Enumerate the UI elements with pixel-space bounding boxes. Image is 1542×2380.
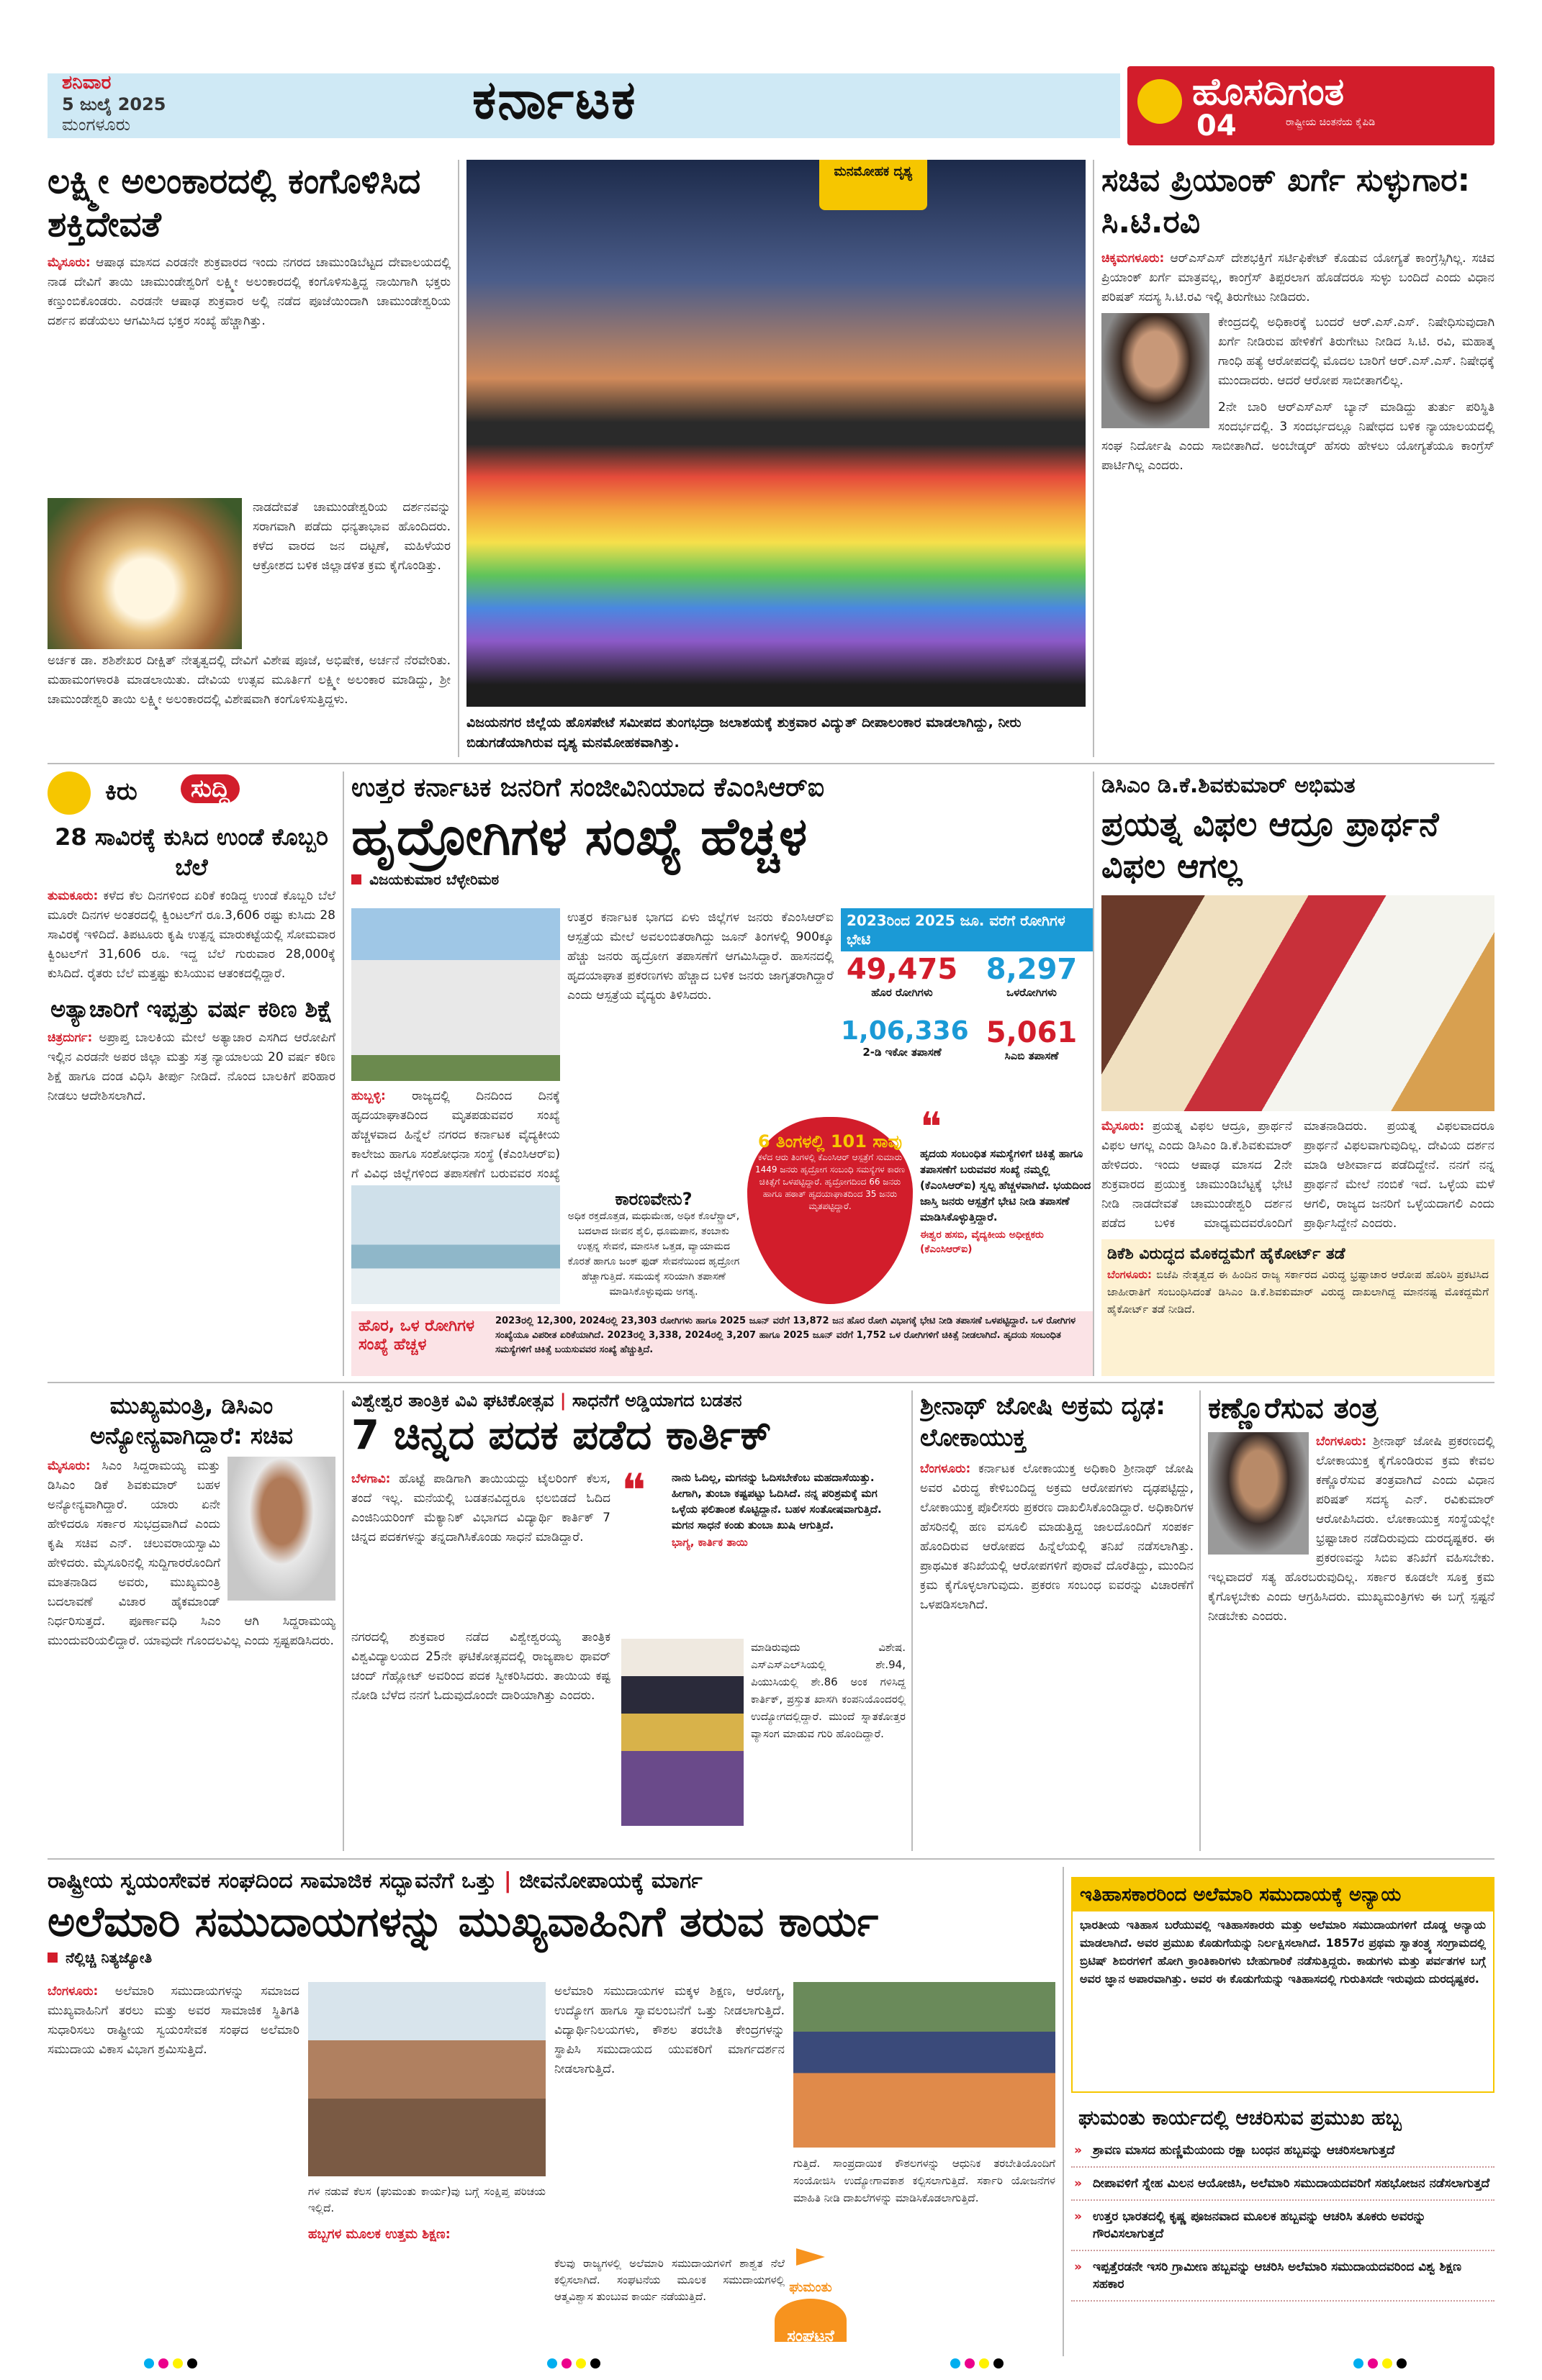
registration-dots-left: [144, 2358, 197, 2368]
paper-tagline: ರಾಷ್ಟ್ರೀಯ ಚಿಂತನೆಯ ಕೈಪಿಡಿ: [1286, 117, 1376, 128]
heart-story: [351, 772, 1093, 1376]
alemari-byline-text: ನೆಲ್ಲಿಚ್ಚಿ ನಿತ್ಯಜ್ಯೋತಿ: [66, 1949, 153, 1966]
divider: [343, 1390, 344, 1851]
date-block: [62, 72, 263, 135]
reasons-body: ಅಧಿಕ ರಕ್ತದೊತ್ತಡ, ಮಧುಮೇಹ, ಅಧಿಕ ಕೊಲೆಸ್ಟ್ರಾಲ್, ಬದಲಾದ ಜೀವನ ಶೈಲಿ, ಧೂಮಪಾನ, ತಂಬಾಕು ಉತ್ಪನ್ನ ಸೇವನೆ, ಮಾನಸಿಕ ಒತ್ತಡ, ವ್ಯಾಯಾಮದ ಕೊರತೆ ಹಾಗೂ ಜಂಕ್ ಫುಡ್ ಸೇವನೆಯಿಂದ ಹೃದ್ರೋಗ ಹೆಚ್ಚಾಗುತ್ತಿದೆ. ಸಮಯಕ್ಕೆ ಸರಿಯಾಗಿ ತಪಾಸಣೆ ಮಾಡಿಸಿಕೊಳ್ಳುವುದು ಅಗತ್ಯ.: [567, 1211, 740, 1298]
hospital-photo: [351, 908, 560, 1081]
story-kharge: [1101, 160, 1494, 757]
karthik-body-1-text: ಹೊಟ್ಟೆ ಪಾಡಿಗಾಗಿ ತಾಯಿಯದ್ದು ಟೈಲರಿಂಗ್ ಕೆಲಸ, ತಂದೆ ಇಲ್ಲ. ಮನೆಯಲ್ಲಿ ಬಡತನವಿದ್ದರೂ ಛಲಬಿಡದೆ ಓದಿದ ಎಂಜಿನಿಯರಿಂಗ್ ಮೆಕ್ಯಾನಿಕ್ ವಿಭಾಗದ ವಿದ್ಯಾರ್ಥಿ ಕಾರ್ತಿಕ್ 7 ಚಿನ್ನದ ಪದಕಗಳನ್ನು ತನ್ನದಾಗಿಸಿಕೊಂಡು ಸಾಧನೆ ಮಾಡಿದ್ದಾರೆ.: [351, 1472, 611, 1544]
lokayukta-headline: ಶ್ರೀನಾಥ್ ಜೋಷಿ ಅಕ್ರಮ ದೃಢ: ಲೋಕಾಯುಕ್ತ: [920, 1392, 1165, 1452]
ghumantu-item: » ಉತ್ತರ ಭಾರತದಲ್ಲಿ ಕೃಷ್ಣ ಪೂಜನವಾದ ಮೂಲಕ ಹಬ್ಬವನ್ನು ಆಚರಿಸಿ ತೂಕರು ಅವರನ್ನು ಗೌರವಿಸಲಾಗುತ್ತದೆ: [1071, 2201, 1494, 2251]
stat3-value: 1,06,336: [841, 1016, 969, 1046]
dks-box-body-text: ಬಿಜೆಪಿ ನೇತೃತ್ವದ ಈ ಹಿಂದಿನ ರಾಜ್ಯ ಸರ್ಕಾರದ ವಿರುದ್ಧ ಭ್ರಷ್ಟಾಚಾರ ಆರೋಪ ಹೊರಿಸಿ ಪ್ರಕಟಿಸಿದ ಜಾಹೀರಾತಿಗೆ ಸಂಬಂಧಿಸಿದಂತೆ ಡಿಸಿಎಂ ಡಿ.ಕೆ.ಶಿವಕುಮಾರ್ ವಿರುದ್ಧ ದಾಖಲಾಗಿದ್ದ ಮಾನನಷ್ಟ ಮೊಕದ್ದಮೆಗೆ ಹೈಕೋರ್ಟ್ ತಡೆ ನೀಡಿದೆ.: [1107, 1268, 1489, 1316]
center-photo: [466, 160, 1086, 757]
alemari-kicker: [48, 1867, 1055, 1896]
heart-kicker: ಉತ್ತರ ಕರ್ನಾಟಕ ಜನರಿಗೆ ಸಂಜೀವಿನಿಯಾದ ಕೆಎಂಸಿಆರ್‌ಐ: [351, 773, 825, 802]
kiru-hand-icon: [48, 772, 91, 815]
byline-icon: [48, 1953, 58, 1963]
edition-label: ಮಂಗಳೂರು: [62, 114, 131, 135]
itihasa-title: ಇತಿಹಾಸಕಾರರಿಂದ ಅಲೆಮಾರಿ ಸಮುದಾಯಕ್ಕೆ ಅನ್ಯಾಯ: [1073, 1878, 1493, 1911]
divider: [1199, 1390, 1201, 1851]
lokayukta-dateline: ಬೆಂಗಳೂರು:: [920, 1462, 971, 1476]
kiru-suddi: [48, 772, 335, 1376]
heart-quote-author: ಈಶ್ವರ ಹಸಬಿ, ವೈದ್ಯಕೀಯ ಅಧೀಕ್ಷಕರು (ಕೆಎಂಸಿಆರ್‌ಐ): [920, 1229, 1044, 1255]
cm-body-text: ಸಿಎಂ ಸಿದ್ದರಾಮಯ್ಯ ಮತ್ತು ಡಿಸಿಎಂ ಡಿಕೆ ಶಿವಕುಮಾರ್ ಬಹಳ ಅನ್ಯೋನ್ಯವಾಗಿದ್ದಾರೆ. ಯಾರು ಏನೇ ಹೇಳಿದರೂ ಸರ್ಕಾರ ಸುಭದ್ರವಾಗಿದೆ ಎಂದು ಕೃಷಿ ಸಚಿವ ಎನ್. ಚಲುವರಾಯಸ್ವಾಮಿ ಹೇಳಿದರು. ಮೈಸೂರಿನಲ್ಲಿ ಸುದ್ದಿಗಾರರೊಂದಿಗೆ ಮಾತನಾಡಿದ ಅವರು, ಮುಖ್ಯಮಂತ್ರಿ ಬದಲಾವಣೆ ವಿಚಾರ ಹೈಕಮಾಂಡ್ ನಿರ್ಧರಿಸುತ್ತದೆ. ಪೂರ್ಣಾವಧಿ ಸಿಎಂ ಆಗಿ ಸಿದ್ದರಾಮಯ್ಯ ಮುಂದುವರಿಯಲಿದ್ದಾರೆ. ಯಾವುದೇ ಗೊಂದಲವಿಲ್ಲ ಎಂದು ಸ್ಪಷ್ಟಪಡಿಸಿದರು.: [48, 1459, 335, 1648]
lakshmi-body-3: ಅರ್ಚಕ ಡಾ. ಶಶಿಶೇಖರ ದೀಕ್ಷಿತ್ ನೇತೃತ್ವದಲ್ಲಿ ದೇವಿಗೆ ವಿಶೇಷ ಪೂಜೆ, ಅಭಿಷೇಕ, ಅರ್ಚನೆ ನೆರವೇರಿತು. ಮಹಾಮಂಗಳಾರತಿ ಮಾಡಲಾಯಿತು. ದೇವಿಯ ಉತ್ಸವ ಮೂರ್ತಿಗೆ ಲಕ್ಷ್ಮೀ ಅಲಂಕಾರ ಮಾಡಿದ್ದು, ಶ್ರೀ ಚಾಮುಂಡೇಶ್ವರಿ ತಾಯಿ ಲಕ್ಷ್ಮೀ ಅಲಂಕಾರದಲ್ಲಿ ವಿಶೇಷವಾಗಿ ಕಂಗೊಳಿಸುತ್ತಿದ್ದಳು.: [48, 653, 451, 707]
cm-dateline: ಮೈಸೂರು:: [48, 1459, 91, 1473]
lakshmi-dateline: ಮೈಸೂರು:: [48, 255, 91, 270]
dks-dateline: ಮೈಸೂರು:: [1101, 1119, 1145, 1134]
strip-box: [351, 1311, 1093, 1376]
tantra-headline: ಕಣ್ಣೊರೆಸುವ ತಂತ್ರ: [1208, 1392, 1379, 1425]
dks-body-2-text: ಪ್ರಯತ್ನ ವಿಫಲವಾದರೂ ಪ್ರಾರ್ಥನೆ ವಿಫಲವಾಗುವುದಿಲ್ಲ. ದೇವಿಯ ದರ್ಶನ ಮಾಡಿ ಆಶೀರ್ವಾದ ಪಡೆದಿದ್ದೇನೆ. ನನಗೆ ನನ್ನ ಪ್ರಾರ್ಥನೆ ಮೇಲೆ ನಂಬಿಕೆ ಇದೆ. ಒಳ್ಳೆಯ ಮಳೆ ಆಗಲಿ, ರಾಜ್ಯದ ಜನರಿಗೆ ಒಳ್ಳೆಯದಾಗಲಿ ಎಂದು ಪ್ರಾರ್ಥಿಸಿದ್ದೇನೆ ಎಂದರು.: [1304, 1119, 1494, 1231]
heart-headline: ಹೃದ್ರೋಗಿಗಳ ಸಂಖ್ಯೆ ಹೆಚ್ಚಳ: [351, 806, 808, 867]
page-number: 04: [1196, 109, 1237, 142]
strip-title: ಹೊರ, ಒಳ ರೋಗಿಗಳ ಸಂಖ್ಯೆ ಹೆಚ್ಚಳ: [359, 1317, 474, 1354]
alemari-byline: [48, 1949, 1055, 1966]
heart-body-1-text: ರಾಜ್ಯದಲ್ಲಿ ದಿನದಿಂದ ದಿನಕ್ಕೆ ಹೃದಯಾಘಾತದಿಂದ ಮೃತಪಡುವವರ ಸಂಖ್ಯೆ ಹೆಚ್ಚಳವಾದ ಹಿನ್ನೆಲೆ ನಗರದ ಕರ್ನಾಟಕ ವೈದ್ಯಕೀಯ ಕಾಲೇಜು ಹಾಗೂ ಸಂಶೋಧನಾ ಸಂಸ್ಥೆ (ಕೆಎಂಸಿಆರ್‌ಐ) ಗೆ ವಿವಿಧ ಜಿಲ್ಲೆಗಳಿಂದ ತಪಾಸಣೆಗೆ ಬರುವವರ ಸಂಖ್ಯೆ: [351, 1089, 560, 1181]
kharge-headline: ಸಚಿವ ಪ್ರಿಯಾಂಕ್ ಖರ್ಗೆ ಸುಳ್ಳುಗಾರ: ಸಿ.ಟಿ.ರವಿ: [1101, 162, 1471, 240]
ghumantu-title: ಘುಮಂತು ಕಾರ್ಯದಲ್ಲಿ ಆಚರಿಸುವ ಪ್ರಮುಖ ಹಬ್ಬ: [1078, 2106, 1402, 2130]
heart-dateline: ಹುಬ್ಬಳ್ಳಿ:: [351, 1089, 386, 1103]
registration-dots-center-left: [547, 2358, 600, 2368]
stat2-label: ಒಳರೋಗಿಗಳು: [1006, 986, 1057, 999]
kharge-body-2: ಕೇಂದ್ರದಲ್ಲಿ ಅಧಿಕಾರಕ್ಕೆ ಬಂದರೆ ಆರ್.ಎಸ್.ಎಸ್. ನಿಷೇಧಿಸುವುದಾಗಿ ಖರ್ಗೆ ನೀಡಿರುವ ಹೇಳಿಕೆಗೆ ತಿರುಗೇಟು ನೀಡಿದ ಸಿ.ಟಿ. ರವಿ, ಮಹಾತ್ಮ ಗಾಂಧಿ ಹತ್ಯೆ ಆರೋಪದಲ್ಲಿ ಮೊದಲ ಬಾರಿಗೆ ಆರ್.ಎಸ್.ಎಸ್. ನಿಷೇಧಕ್ಕೆ ಮುಂದಾದರು. ಆದರೆ ಆರೋಪ ಸಾಬೀತಾಗಲಿಲ್ಲ.: [1218, 315, 1494, 388]
karthik-quote-author: ಭಾಗ್ಯ, ಕಾರ್ತಿಕ ತಾಯಿ: [672, 1536, 748, 1549]
heart-byline: [351, 871, 1093, 888]
karthik-kicker: [351, 1390, 906, 1411]
story-lokayukta: [920, 1390, 1194, 1851]
kharge-body-3: 2ನೇ ಬಾರಿ ಆರ್‌ಎಸ್‌ಎಸ್ ಬ್ಯಾನ್ ಮಾಡಿದ್ದು ತುರ್ತು ಪರಿಸ್ಥಿತಿ ಸಂದರ್ಭದಲ್ಲಿ. 3 ಸಂದರ್ಭದಲ್ಲೂ ನಿಷೇಧದ ಬಳಿಕ ನ್ಯಾಯಾಲಯದಲ್ಲಿ ಸಂಘ ನಿರ್ದೋಷಿ ಎಂದು ಸಾಬೀತಾಗಿದೆ. ಅಂಬೇಡ್ಕರ್ ಹೆಸರು ಹೇಳಲು ಯೋಗ್ಯತೆಯೂ ಕಾಂಗ್ರೆಸ್ ಪಾರ್ಟಿಗಿಲ್ಲ ಎಂದರು.: [1101, 400, 1494, 473]
alemari-photo-1: [308, 1982, 546, 2176]
divider: [1093, 772, 1094, 1376]
story-cm: [48, 1390, 335, 1851]
itihasa-body: ಭಾರತೀಯ ಇತಿಹಾಸ ಬರೆಯುವಲ್ಲಿ ಇತಿಹಾಸಕಾರರು ಮತ್ತು ಅಲೆಮಾರಿ ಸಮುದಾಯಗಳಿಗೆ ದೊಡ್ಡ ಅನ್ಯಾಯ ಮಾಡಲಾಗಿದೆ. ಅವರ ಪ್ರಮುಖ ಕೊಡುಗೆಯನ್ನು ನಿರ್ಲಕ್ಷಿಸಲಾಗಿದೆ. 1857ರ ಪ್ರಥಮ ಸ್ವಾತಂತ್ರ್ಯ ಸಂಗ್ರಾಮದಲ್ಲಿ ಬ್ರಿಟಿಷ್ ಶಿಬಿರಗಳಿಗೆ ಹೋಗಿ ಕ್ರಾಂತಿಕಾರಿಗಳು ಬೇಹುಗಾರಿಕೆ ನಡೆಸುತ್ತಿದ್ದರು. ಕಾಡುಗಳು ಮತ್ತು ಪರ್ವತಗಳ ಬಗ್ಗೆ ಅವರ ಜ್ಞಾನ ಅಪಾರವಾಗಿತ್ತು. ಅವರ ಈ ಕೊಡುಗೆಯನ್ನು ಇತಿಹಾಸದಲ್ಲಿ ಗುರುತಿಸದೇ ಇರುವುದು ದುರದೃಷ್ಟಕರ.: [1080, 1918, 1486, 1986]
lakshmi-body-1-text: ಆಷಾಢ ಮಾಸದ ಎರಡನೇ ಶುಕ್ರವಾರದ ಇಂದು ನಗರದ ಚಾಮುಂಡಿಬೆಟ್ಟದ ದೇವಾಲಯದಲ್ಲಿ ನಾಡ ದೇವಿಗೆ ತಾಯಿ ಚಾಮುಂಡೇಶ್ವರಿಗೆ ಲಕ್ಷ್ಮೀ ಅಲಂಕಾರದಲ್ಲಿ ಕಂಗೊಳಿಸುತ್ತಿದ್ದ ನಾಯಿಗಾಗಿ ಭಕ್ತರು ಕಣ್ತುಂಬಿಕೊಂಡರು. ಎರಡನೇ ಆಷಾಢ ಶುಕ್ರವಾರ ಅಲ್ಲಿ ನಡೆದ ಪೂಜೆಯಿಂದಾಗಿ ಚಾಮುಂಡೇಶ್ವರಿಯ ದರ್ಶನ ಪಡೆಯಲು ಆಗಮಿಸಿದ ಭಕ್ತರ ಸಂಖ್ಯೆ ಹೆಚ್ಚಾಗಿತ್ತು.: [48, 255, 451, 328]
divider: [48, 1382, 1494, 1383]
masthead: [48, 66, 1494, 160]
alemari-body-3: ಗುತ್ತಿದೆ. ಸಾಂಪ್ರದಾಯಿಕ ಕೌಶಲಗಳನ್ನು ಆಧುನಿಕ ತರಬೇತಿಯೊಂದಿಗೆ ಸಂಯೋಜಿಸಿ ಉದ್ಯೋಗಾವಕಾಶ ಕಲ್ಪಿಸಲಾಗುತ್ತಿದೆ. ಸರ್ಕಾರಿ ಯೋಜನೆಗಳ ಮಾಹಿತಿ ನೀಡಿ ದಾಖಲೆಗಳನ್ನು ಮಾಡಿಸಿಕೊಡಲಾಗುತ್ತಿದೆ.: [793, 2157, 1055, 2204]
ghumantu-item: » ಶ್ರಾವಣ ಮಾಸದ ಹುಣ್ಣಿಮೆಯಂದು ರಕ್ಷಾ ಬಂಧನ ಹಬ್ಬವನ್ನು ಆಚರಿಸಲಾಗುತ್ತದೆ: [1071, 2135, 1494, 2168]
minister-photo: [227, 1457, 335, 1601]
karthik-kicker-b: ಸಾಧನೆಗೆ ಅಡ್ಡಿಯಾಗದ ಬಡತನ: [572, 1390, 742, 1411]
kiru-label-a: ಕಿರು: [105, 777, 137, 806]
itihasa-box: [1071, 1877, 1494, 2093]
tantra-body-text: ಶ್ರೀನಾಥ್ ಜೋಷಿ ಪ್ರಕರಣದಲ್ಲಿ ಲೋಕಾಯುಕ್ತ ಕೈಗೊಂಡಿರುವ ಕ್ರಮ ಕೇವಲ ಕಣ್ಣೊರೆಸುವ ತಂತ್ರವಾಗಿದೆ ಎಂದು ವಿಧಾನ ಪರಿಷತ್ ಸದಸ್ಯ ಎನ್. ರವಿಕುಮಾರ್ ಆರೋಪಿಸಿದರು. ಲೋಕಾಯುಕ್ತ ಸಂಸ್ಥೆಯಲ್ಲೇ ಭ್ರಷ್ಟಾಚಾರ ನಡೆದಿರುವುದು ದುರದೃಷ್ಟಕರ. ಈ ಪ್ರಕರಣವನ್ನು ಸಿಬಿಐ ತನಿಖೆಗೆ ವಹಿಸಬೇಕು. ಇಲ್ಲವಾದರೆ ಸತ್ಯ ಹೊರಬರುವುದಿಲ್ಲ. ಸರ್ಕಾರ ಕೂಡಲೇ ಸೂಕ್ತ ಕ್ರಮ ಕೈಗೊಳ್ಳಬೇಕು ಎಂದು ಆಗ್ರಹಿಸಿದರು. ಮುಖ್ಯಮಂತ್ರಿಗಳು ಈ ಬಗ್ಗೆ ಸ್ಪಷ್ಟನೆ ನೀಡಬೇಕು ಎಂದರು.: [1208, 1434, 1494, 1624]
registration-dots-center-right: [950, 2358, 1004, 2368]
ward-photo: [351, 1185, 560, 1304]
dks-box-dateline: ಬೆಂಗಳೂರು:: [1107, 1268, 1153, 1281]
heart-byline-text: ವಿಜಯಕುಮಾರ ಬೆಳ್ಳೇರಿಮಠ: [369, 871, 500, 888]
ghumantu-item: » ದೀಪಾವಳಿಗೆ ಸ್ನೇಹ ಮಿಲನ ಆಯೋಜಿಸಿ, ಅಲೆಮಾರಿ ಸಮುದಾಯದವರಿಗೆ ಸಹಭೋಜನ ನಡೆಸಲಾಗುತ್ತದೆ: [1071, 2168, 1494, 2201]
divider: [48, 763, 1494, 764]
story-alemari: [48, 1867, 1055, 2356]
stat3-label: 2-ಡಿ ಇಕೋ ತಪಾಸಣೆ: [862, 1046, 942, 1059]
kiru-label-b: ಸುದ್ದಿ: [181, 774, 240, 803]
photo-tag: [819, 160, 927, 210]
kiru-item1-body: [48, 887, 335, 984]
divider: [1093, 160, 1094, 757]
registration-dots-right: [1353, 2358, 1407, 2368]
kiru-item1-headline: 28 ಸಾವಿರಕ್ಕೆ ಕುಸಿದ ಉಂಡೆ ಕೊಬ್ಬರಿ ಬೆಲೆ: [55, 823, 328, 881]
ghumantu-list: [1071, 2135, 1494, 2302]
dks-kicker: ಡಿಸಿಎಂ ಡಿ.ಕೆ.ಶಿವಕುಮಾರ್ ಅಭಿಮತ: [1101, 773, 1356, 798]
karthik-quote-box: [621, 1465, 906, 1635]
sangha-logo: [739, 2248, 883, 2356]
dks-box-headline: ಡಿಕೆಶಿ ವಿರುದ್ಧದ ಮೊಕದ್ದಮೆಗೆ ಹೈಕೋರ್ಟ್ ತಡೆ: [1107, 1245, 1345, 1263]
kiru-item2-headline: ಅತ್ಯಾಚಾರಿಗೆ ಇಪ್ಪತ್ತು ವರ್ಷ ಕಠಿಣ ಶಿಕ್ಷೆ: [50, 995, 333, 1023]
lakshmi-body-1: [48, 253, 451, 331]
heart-quote: ಹೃದಯ ಸಂಬಂಧಿತ ಸಮಸ್ಯೆಗಳಿಗೆ ಚಿಕಿತ್ಸೆ ಹಾಗೂ ತಪಾಸಣೆಗೆ ಬರುವವರ ಸಂಖ್ಯೆ ನಮ್ಮಲ್ಲಿ (ಕೆಎಂಸಿಆರ್‌ಐ) ಸ್ವಲ್ಪ ಹೆಚ್ಚಳವಾಗಿದೆ. ಭಯದಿಂದ ಜಾಸ್ತಿ ಜನರು ಆಸ್ಪತ್ರೆಗೆ ಭೇಟಿ ನೀಡಿ ತಪಾಸಣೆ ಮಾಡಿಸಿಕೊಳ್ಳುತ್ತಿದ್ದಾರೆ.: [920, 1147, 1091, 1223]
kharge-body-1: [1101, 249, 1494, 307]
reasons-title: ಕಾರಣವೇನು?: [615, 1189, 693, 1209]
alemari-photo-caption: ಗಳ ನಡುವೆ ಕೆಲಸ (ಘುಮಂತು ಕಾರ್ಯ)ವು ಬಗ್ಗೆ ಸಂಕ್ಷಿಪ್ತ ಪರಿಚಯ ಇಲ್ಲಿದೆ.: [308, 2185, 546, 2214]
karthik-body-3: ಮಾಡಿರುವುದು ವಿಶೇಷ. ಎಸ್‌ಎಸ್‌ಎಲ್‌ಸಿಯಲ್ಲಿ ಶೇ.94, ಪಿಯುಸಿಯಲ್ಲಿ ಶೇ.86 ಅಂಕ ಗಳಿಸಿದ್ದ ಕಾರ್ತಿಕ್, ಪ್ರಸ್ತುತ ಖಾಸಗಿ ಕಂಪನಿಯೊಂದರಲ್ಲಿ ಉದ್ಯೋಗದಲ್ಲಿದ್ದಾರೆ. ಮುಂದೆ ಸ್ನಾತಕೋತ್ತರ ವ್ಯಾಸಂಗ ಮಾಡುವ ಗುರಿ ಹೊಂದಿದ್ದಾರೆ.: [751, 1641, 906, 1740]
kharge-body-1-text: ಆರ್‌ಎಸ್‌ಎಸ್ ದೇಶಭಕ್ತಿಗೆ ಸರ್ಟಿಫಿಕೇಟ್ ಕೊಡುವ ಯೋಗ್ಯತೆ ಕಾಂಗ್ರೆಸ್ಸಿಗಿಲ್ಲ. ಸಚಿವ ಪ್ರಿಯಾಂಕ್ ಖರ್ಗೆ ಮಾತ್ರವಲ್ಲ, ಕಾಂಗ್ರೆಸ್ ತಿಪ್ಪರಲಾಗ ಹೊಡೆದರೂ ಸುಳ್ಳು ಬಂದಿದೆ ಎಂದು ವಿಧಾನ ಪರಿಷತ್ ಸದಸ್ಯ ಸಿ.ಟಿ.ರವಿ ಇಲ್ಲಿ ತಿರುಗೇಟು ನೀಡಿದರು.: [1101, 251, 1494, 304]
kiru-item2-body-text: ಅಪ್ರಾಪ್ತ ಬಾಲಕಿಯ ಮೇಲೆ ಅತ್ಯಾಚಾರ ಎಸಗಿದ ಆರೋಪಿಗೆ ಇಲ್ಲಿನ ಎರಡನೇ ಅಪರ ಜಿಲ್ಲಾ ಮತ್ತು ಸತ್ರ ನ್ಯಾಯಾಲಯ 20 ವರ್ಷ ಕಠಿಣ ಶಿಕ್ಷೆ ಹಾಗೂ ದಂಡ ವಿಧಿಸಿ ತೀರ್ಪು ನೀಡಿದೆ. ನೊಂದ ಬಾಲಕಿಗೆ ಪರಿಹಾರ ನೀಡಲು ಆದೇಶಿಸಲಾಗಿದೆ.: [48, 1031, 335, 1103]
story-lakshmi: [48, 160, 451, 649]
heart-body-1: [351, 1087, 560, 1180]
karthik-kicker-a: ವಿಶ್ವೇಶ್ವರ ತಾಂತ್ರಿಕ ವಿವಿ ಘಟಿಕೋತ್ಸವ: [351, 1390, 554, 1411]
stat4-value: 5,061: [986, 1016, 1078, 1049]
quote-block: [920, 1104, 1093, 1311]
heart-title: 6 ತಿಂಗಳಲ್ಲಿ 101 ಸಾವು: [757, 1131, 903, 1151]
sangha-label-b: ಸಂಘಟನೆ: [787, 2327, 834, 2345]
stat-echo: [841, 1016, 969, 1059]
divider: [458, 160, 459, 757]
ct-ravi-photo: [1101, 313, 1209, 428]
ghumantu-item: » ಇಪ್ಪತ್ತೆರಡನೇ ಇಸರಿ ಗ್ರಾಮೀಣ ಹಬ್ಬವನ್ನು ಆಚರಿಸಿ ಅಲೆಮಾರಿ ಸಮುದಾಯದವರಿಂದ ವಿಶ್ವ ಶಿಕ್ಷಣ ಸಹಕಾರ: [1071, 2251, 1494, 2302]
stat-outpatients: [841, 953, 963, 999]
quote-icon: ❝: [621, 1465, 646, 1518]
karthik-body-2: ನಗರದಲ್ಲಿ ಶುಕ್ರವಾರ ನಡೆದ ವಿಶ್ವೇಶ್ವರಯ್ಯ ತಾಂತ್ರಿಕ ವಿಶ್ವವಿದ್ಯಾಲಯದ 25ನೇ ಘಟಿಕೋತ್ಸವದಲ್ಲಿ ರಾಜ್ಯಪಾಲ ಥಾವರ್ ಚಂದ್ ಗೆಹ್ಲೋಟ್ ಅವರಿಂದ ಪದಕ ಸ್ವೀಕರಿಸಿದರು. ತಾಯಿಯ ಕಷ್ಟ ನೋಡಿ ಬೆಳೆದ ನನಗೆ ಓದುವುದೊಂದೇ ದಾರಿಯಾಗಿತ್ತು ಎಂದರು.: [351, 1630, 610, 1703]
alemari-body-1-text: ಅಲೆಮಾರಿ ಸಮುದಾಯಗಳನ್ನು ಸಮಾಜದ ಮುಖ್ಯವಾಹಿನಿಗೆ ತರಲು ಮತ್ತು ಅವರ ಸಾಮಾಜಿಕ ಸ್ಥಿತಿಗತಿ ಸುಧಾರಿಸಲು ರಾಷ್ಟ್ರೀಯ ಸ್ವಯಂಸೇವಕ ಸಂಘದ ಅಲೆಮಾರಿ ಸಮುದಾಯ ವಿಕಾಸ ವಿಭಾಗ ಶ್ರಮಿಸುತ್ತಿದೆ.: [48, 1984, 299, 2057]
lokayukta-body-text: ಕರ್ನಾಟಕ ಲೋಕಾಯುಕ್ತ ಅಧಿಕಾರಿ ಶ್ರೀನಾಥ್ ಜೋಷಿ ಅವರ ವಿರುದ್ಧ ಕೇಳಿಬಂದಿದ್ದ ಅಕ್ರಮ ಆರೋಪಗಳು ದೃಢಪಟ್ಟಿದ್ದು, ಲೋಕಾಯುಕ್ತ ಪೊಲೀಸರು ಪ್ರಕರಣ ದಾಖಲಿಸಿಕೊಂಡಿದ್ದಾರೆ. ಅಧಿಕಾರಿಗಳ ಹೆಸರಿನಲ್ಲಿ ಹಣ ವಸೂಲಿ ಮಾಡುತ್ತಿದ್ದ ಜಾಲದೊಂದಿಗೆ ಸಂಪರ್ಕ ಹೊಂದಿರುವ ಆರೋಪದ ಹಿನ್ನೆಲೆಯಲ್ಲಿ ತನಿಖೆ ನಡೆಸಲಾಗಿತ್ತು. ಪ್ರಾಥಮಿಕ ತನಿಖೆಯಲ್ಲಿ ಆರೋಪಗಳಿಗೆ ಪುರಾವೆ ದೊರೆತಿದ್ದು, ಮುಂದಿನ ಕ್ರಮ ಕೈಗೊಳ್ಳಲಾಗುವುದು. ಪ್ರಕರಣ ಸಂಬಂಧ ಐವರನ್ನು ವಿಚಾರಣೆಗೆ ಒಳಪಡಿಸಲಾಗಿದೆ.: [920, 1462, 1194, 1612]
stat2-value: 8,297: [986, 953, 1078, 986]
heart-body-2: ಉತ್ತರ ಕರ್ನಾಟಕ ಭಾಗದ ಏಳು ಜಿಲ್ಲೆಗಳ ಜನರು ಕೆಎಂಸಿಆರ್‌ಐ ಆಸ್ಪತ್ರೆಯ ಮೇಲೆ ಅವಲಂಬಿತರಾಗಿದ್ದು ಜೂನ್ ತಿಂಗಳಲ್ಲಿ 900ಕ್ಕೂ ಹೆಚ್ಚು ಜನರು ಹೃದ್ರೋಗ ತಪಾಸಣೆಗೆ ಆಗಮಿಸಿದ್ದಾರೆ. ಹಾಸನದಲ್ಲಿ ಹೃದಯಾಘಾತ ಪ್ರಕರಣಗಳು ಹೆಚ್ಚಾದ ಬಳಿಕ ಜನರು ಜಾಗೃತರಾಗಿದ್ದಾರೆ ಎಂದು ಆಸ್ಪತ್ರೆಯ ವೈದ್ಯರು ತಿಳಿಸಿದರು.: [567, 910, 834, 1003]
dam-caption: ವಿಜಯನಗರ ಜಿಲ್ಲೆಯ ಹೊಸಪೇಟೆ ಸಮೀಪದ ತುಂಗಭದ್ರಾ ಜಲಾಶಯಕ್ಕೆ ಶುಕ್ರವಾರ ವಿದ್ಯುತ್ ದೀಪಾಲಂಕಾರ ಮಾಡಲಾಗಿದ್ದು, ನೀರು ಬಿಡುಗಡೆಯಾಗಿರುವ ದೃಶ್ಯ ಮನಮೋಹಕವಾಗಿತ್ತು.: [466, 715, 1022, 751]
story-karthik: [351, 1390, 906, 1851]
sangha-flag-icon: [796, 2248, 825, 2277]
stat1-label: ಹೊರ ರೋಗಿಗಳು: [871, 986, 933, 999]
alemari-body-2: ಅಲೆಮಾರಿ ಸಮುದಾಯಗಳ ಮಕ್ಕಳ ಶಿಕ್ಷಣ, ಆರೋಗ್ಯ, ಉದ್ಯೋಗ ಹಾಗೂ ಸ್ವಾವಲಂಬನೆಗೆ ಒತ್ತು ನೀಡಲಾಗುತ್ತಿದೆ. ವಿದ್ಯಾರ್ಥಿನಿಲಯಗಳು, ಕೌಶಲ ತರಬೇತಿ ಕೇಂದ್ರಗಳನ್ನು ಸ್ಥಾಪಿಸಿ ಸಮುದಾಯದ ಯುವಕರಿಗೆ ಮಾರ್ಗದರ್ಶನ ನೀಡಲಾಗುತ್ತಿದೆ.: [554, 1984, 785, 2076]
kiru-item1-body-text: ಕಳೆದ ಕೆಲ ದಿನಗಳಿಂದ ಏರಿಕೆ ಕಂಡಿದ್ದ ಉಂಡೆ ಕೊಬ್ಬರಿ ಬೆಲೆ ಮೂರೇ ದಿನಗಳ ಅಂತರದಲ್ಲಿ ಕ್ವಿಂಟಲ್‌ಗೆ ರೂ.3,606 ರಷ್ಟು ಕುಸಿದು 28 ಸಾವಿರಕ್ಕೆ ಇಳಿದಿದೆ. ತಿಪಟೂರು ಕೃಷಿ ಉತ್ಪನ್ನ ಮಾರುಕಟ್ಟೆಯಲ್ಲಿ ಸೋಮವಾರ ಕ್ವಿಂಟಲ್‌ಗೆ 31,606 ರೂ. ಇದ್ದ ಬೆಲೆ ಗುರುವಾರ 28,000ಕ್ಕೆ ಕುಸಿದಿದೆ. ರೈತರು ಬೆಲೆ ಮತ್ತಷ್ಟು ಕುಸಿಯುವ ಆತಂಕದಲ್ಲಿದ್ದಾರೆ.: [48, 889, 335, 981]
lokayukta-body: [920, 1460, 1194, 1615]
reasons-box: [567, 1189, 740, 1308]
kiru-item2-body: [48, 1028, 335, 1106]
lakshmi-photo: [48, 498, 242, 649]
section-title: ಕರ್ನಾಟಕ: [472, 69, 637, 131]
dam-photo: [466, 160, 1086, 707]
lakshmi-headline: ಲಕ್ಷ್ಮೀ ಅಲಂಕಾರದಲ್ಲಿ ಕಂಗೊಳಿಸಿದ ಶಕ್ತಿದೇವತೆ: [48, 161, 421, 245]
ghumantu-box: [1071, 2104, 1494, 2356]
alemari-body-1: [48, 1982, 299, 2356]
divider: [911, 1390, 913, 1851]
date-label: 5 ಜುಲೈ 2025: [62, 94, 166, 114]
alemari-subhead: ಹಬ್ಬಗಳ ಮೂಲಕ ಉತ್ತಮ ಶಿಕ್ಷಣ:: [308, 2227, 451, 2242]
logo-emblem-icon: [1137, 79, 1182, 124]
kiru-item1-dateline: ತುಮಕೂರು:: [48, 889, 99, 903]
alemari-kicker-b: ಜೀವನೋಪಾಯಕ್ಕೆ ಮಾರ್ಗ: [519, 1868, 703, 1893]
dks-box-body: [1107, 1266, 1489, 1318]
alemari-kicker-a: ರಾಷ್ಟ್ರೀಯ ಸ್ವಯಂಸೇವಕ ಸಂಘದಿಂದ ಸಾಮಾಜಿಕ ಸದ್ಭಾವನೆಗೆ ಒತ್ತು: [48, 1868, 497, 1893]
paper-name: ಹೊಸದಿಗಂತ: [1192, 71, 1345, 114]
divider: [48, 1858, 1494, 1860]
lakshmi-body-2: ನಾಡದೇವತೆ ಚಾಮುಂಡೇಶ್ವರಿಯ ದರ್ಶನವನ್ನು ಸರಾಗವಾಗಿ ಪಡೆದು ಧನ್ಯತಾಭಾವ ಹೊಂದಿದರು. ಕಳೆದ ವಾರದ ಜನ ದಟ್ಟಣೆ, ಮಹಿಳೆಯರ ಆಕ್ರೋಶದ ಬಳಿಕ ಜಿಲ್ಲಾಡಳಿತ ಕ್ರಮ ಕೈಗೊಂಡಿತ್ತು.: [253, 500, 451, 573]
paper-logo: [1127, 66, 1494, 145]
karthik-photo: [621, 1639, 744, 1826]
story-tantra: [1208, 1390, 1494, 1851]
stat4-label: ಸಿಎಬಿ ತಪಾಸಣೆ: [1004, 1049, 1059, 1062]
dks-headline: ಪ್ರಯತ್ನ ವಿಫಲ ಆದ್ರೂ ಪ್ರಾರ್ಥನೆ ವಿಫಲ ಆಗಲ್ಲ: [1101, 805, 1439, 885]
stat-inpatients: [970, 953, 1093, 999]
story-dks: [1101, 772, 1494, 1376]
alemari-photo-2: [793, 1982, 1055, 2148]
kiru-item2-dateline: ಚಿತ್ರದುರ್ಗ:: [48, 1031, 93, 1045]
kharge-dateline: ಚಿಕ್ಕಮಗಳೂರು:: [1101, 251, 1165, 266]
strip-body: 2023ರಲ್ಲಿ 12,300, 2024ರಲ್ಲಿ 23,303 ರೋಗಿಗಳು ಹಾಗೂ 2025 ಜೂನ್ ವರೆಗೆ 13,872 ಜನ ಹೊರ ರೋಗಿ ವಿಭಾಗಕ್ಕೆ ಭೇಟಿ ನೀಡಿ ತಪಾಸಣೆ ಒಳಪಟ್ಟಿದ್ದಾರೆ. ಒಳ ರೋಗಿಗಳ ಸಂಖ್ಯೆಯೂ ವಿಪರೀತ ಏರಿಕೆಯಾಗಿದೆ. 2023ರಲ್ಲಿ 3,338, 2024ರಲ್ಲಿ 3,207 ಹಾಗೂ 2025 ಜೂನ್ ವರೆಗೆ 1,752 ಒಳ ರೋಗಿಗಳಿಗೆ ಚಿಕಿತ್ಸೆ ನೀಡಲಾಗಿದೆ. ಹೃದಯ ಸಂಬಂಧಿತ ಸಮಸ್ಯೆಗಳಿಗೆ ಚಿಕಿತ್ಸೆ ಬಯಸುವವರ ಸಂಖ್ಯೆ ಹೆಚ್ಚುತ್ತಿದೆ.: [495, 1316, 1076, 1355]
tantra-dateline: ಬೆಂಗಳೂರು:: [1316, 1434, 1367, 1449]
quote-icon: ❝: [920, 1104, 942, 1151]
alemari-headline: ಅಲೆಮಾರಿ ಸಮುದಾಯಗಳನ್ನು ಮುಖ್ಯವಾಹಿನಿಗೆ ತರುವ ಕಾರ್ಯ: [48, 1897, 879, 1946]
divider: [1063, 1867, 1064, 2356]
kicker-separator: |: [503, 1868, 520, 1893]
dks-body-1-text: ಪ್ರಯತ್ನ ವಿಫಲ ಆದ್ರೂ, ಪ್ರಾರ್ಥನೆ ವಿಫಲ ಆಗಲ್ಲ ಎಂದು ಡಿಸಿಎಂ ಡಿ.ಕೆ.ಶಿವಕುಮಾರ್ ಹೇಳಿದರು. ಇಂದು ಆಷಾಢ ಮಾಸದ 2ನೇ ಶುಕ್ರವಾರದ ಪ್ರಯುಕ್ತ ಚಾಮುಂಡಿಬೆಟ್ಟಕ್ಕೆ ಭೇಟಿ ನೀಡಿ ನಾಡದೇವತೆ ಚಾಮುಂಡೇಶ್ವರಿ ದರ್ಶನ ಪಡೆದ ಬಳಿಕ ಮಾಧ್ಯಮದವರೊಂದಿಗೆ ಮಾತನಾಡಿದರು.: [1101, 1119, 1368, 1231]
karthik-headline: 7 ಚಿನ್ನದ ಪದಕ ಪಡೆದ ಕಾರ್ತಿಕ್: [351, 1412, 772, 1459]
kiru-header: [48, 772, 335, 815]
sangha-label-a: ಘುಮಂತು: [789, 2280, 832, 2295]
ravikumar-photo: [1208, 1432, 1309, 1555]
alemari-dateline: ಬೆಂಗಳೂರು:: [48, 1984, 99, 1999]
stats-box: [841, 908, 1093, 1081]
heart-graphic: [747, 1117, 913, 1304]
day-label: ಶನಿವಾರ: [62, 72, 112, 94]
karthik-body-1: [351, 1470, 610, 1621]
stat-cab: [970, 1016, 1093, 1062]
karthik-dateline: ಬೆಳಗಾವಿ:: [351, 1472, 391, 1486]
byline-icon: [351, 874, 361, 884]
cm-headline: ಮುಖ್ಯಮಂತ್ರಿ, ಡಿಸಿಎಂ ಅನ್ಯೋನ್ಯವಾಗಿದ್ದಾರೆ: ಸಚಿವ: [90, 1392, 293, 1449]
kicker-separator: |: [559, 1390, 572, 1411]
divider: [343, 772, 344, 1376]
dks-photo: [1101, 895, 1494, 1111]
heart-body: ಕಳೆದ ಆರು ತಿಂಗಳಲ್ಲಿ ಕೆಎಂಸಿಆರ್ ಆಸ್ಪತ್ರೆಗೆ ಸುಮಾರು 1449 ಜನರು ಹೃದ್ರೋಗ ಸಂಬಂಧಿ ಸಮಸ್ಯೆಗಳ ಕಾರಣ ಚಿಕಿತ್ಸೆಗೆ ಒಳಪಟ್ಟಿದ್ದಾರೆ. ಹೃದ್ರೋಗದಿಂದ 66 ಜನರು ಹಾಗೂ ಹಠಾತ್ ಹೃದಯಾಘಾತದಿಂದ 35 ಜನರು ಮೃತಪಟ್ಟಿದ್ದಾರೆ.: [754, 1152, 906, 1211]
stats-title: 2023ರಿಂದ 2025 ಜೂ. ವರೆಗೆ ರೋಗಿಗಳ ಭೇಟಿ: [841, 908, 1093, 951]
karthik-quote: ನಾನು ಓದಿಲ್ಲ, ಮಗನನ್ನು ಓದಿಸಬೇಕೆಂಬ ಮಹದಾಸೆಯಿತ್ತು. ಹೀಗಾಗಿ, ತುಂಬಾ ಕಷ್ಟಪಟ್ಟು ಓದಿಸಿದೆ. ನನ್ನ ಪರಿಶ್ರಮಕ್ಕೆ ಮಗ ಒಳ್ಳೆಯ ಫಲಿತಾಂಶ ಕೊಟ್ಟಿದ್ದಾನೆ. ಬಹಳ ಸಂತೋಷವಾಗುತ್ತಿದೆ. ಮಗನ ಸಾಧನೆ ಕಂಡು ತುಂಬಾ ಖುಷಿ ಆಗುತ್ತಿದೆ.: [672, 1471, 882, 1531]
photo-tag-text: ಮನಮೋಹಕ ದೃಶ್ಯ: [834, 164, 913, 179]
stat1-value: 49,475: [846, 953, 958, 986]
dks-box: [1101, 1239, 1494, 1376]
alemari-body-4: ಕೆಲವು ರಾಜ್ಯಗಳಲ್ಲಿ ಅಲೆಮಾರಿ ಸಮುದಾಯಗಳಿಗೆ ಶಾಶ್ವತ ನೆಲೆ ಕಲ್ಪಿಸಲಾಗಿದೆ. ಸಂಘಟನೆಯ ಮೂಲಕ ಸಮುದಾಯಗಳಲ್ಲಿ ಆತ್ಮವಿಶ್ವಾಸ ತುಂಬುವ ಕಾರ್ಯ ನಡೆಯುತ್ತಿದೆ.: [554, 2257, 785, 2303]
